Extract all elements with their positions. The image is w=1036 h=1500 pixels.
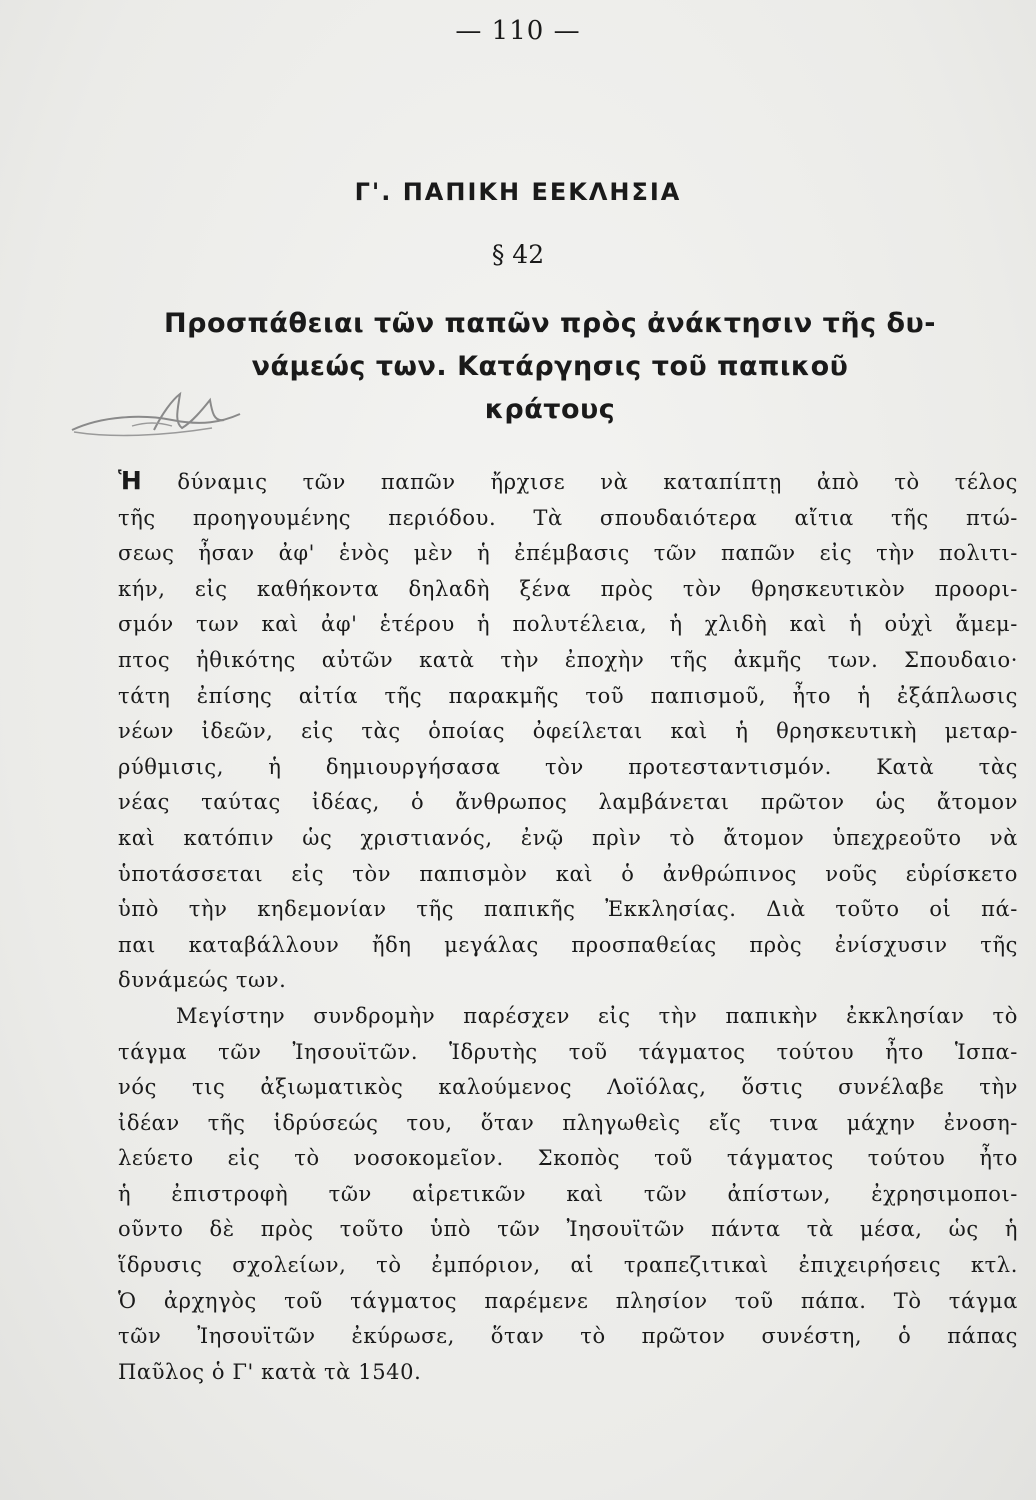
text-line: νέας ταύτας ἰδέας, ὁ ἄνθρωπος λαμβάνεται πρῶτον ὡς ἄτομον [118,790,1018,815]
text-line: δυνάμεώς των. [118,968,287,993]
text-line: παι καταβάλλουν ἤδη μεγάλας προσπαθείας πρὸς ἐνίσχυσιν τῆς [118,932,1018,957]
text-line: τάτη ἐπίσης αἰτία τῆς παρακμῆς τοῦ παπισμοῦ, ἦτο ἡ ἐξάπλωσις [118,683,1018,708]
text-line: τάγμα τῶν Ἰησουϊτῶν. Ἱδρυτὴς τοῦ τάγματος τούτου ἦτο Ἱσπα- [118,1039,1018,1064]
text-line: ρύθμισις, ἡ δημιουργήσασα τὸν προτεσταντισμόν. Κατὰ τὰς [118,754,1018,779]
text-line: κήν, εἰς καθήκοντα δηλαδὴ ξένα πρὸς τὸν θρησκευτικὸν προορι- [118,576,1018,601]
text-line: ἵδρυσις σχολείων, τὸ ἐμπόριον, αἱ τραπεζιτικαὶ ἐπιχειρήσεις κτλ. [118,1253,1018,1278]
text-line: ἡ ἐπιστροφὴ τῶν αἱρετικῶν καὶ τῶν ἀπίστων, ἐχρησιμοποι- [118,1181,1018,1206]
paragraph-number: § 42 [491,240,545,269]
text-line: πτος ἠθικότης αὐτῶν κατὰ τὴν ἐποχὴν τῆς ἀκμῆς των. Σπουδαιο· [118,647,1018,672]
text-line: τῆς προηγουμένης περιόδου. Τὰ σπουδαιότερα αἴτια τῆς πτώ- [118,505,1018,530]
text-line: ὑπὸ τὴν κηδεμονίαν τῆς παπικῆς Ἐκκλησίας. Διὰ τοῦτο οἱ πά- [118,897,1018,922]
section-title: Γ'. ΠΑΠΙΚΗ ΕΕΚΛΗΣΙΑ [354,178,682,206]
text-line: οῦντο δὲ πρὸς τοῦτο ὑπὸ τῶν Ἰησουϊτῶν πάντα τὰ μέσα, ὡς ἡ [118,1217,1018,1242]
text-line: τῶν Ἰησουϊτῶν ἐκύρωσε, ὅταν τὸ πρῶτον συνέστη, ὁ πάπας [118,1324,1018,1349]
heading-line: Προσπάθειαι τῶν παπῶν πρὸς ἀνάκτησιν τῆς δυ- [164,308,936,339]
text-line [118,463,1018,501]
text-line: καὶ κατόπιν ὡς χριστιανός, ἐνῷ πρὶν τὸ ἄτομον ὑπεχρεοῦτο νὰ [118,825,1018,850]
text-line: σεως ἦσαν ἀφ' ἑνὸς μὲν ἡ ἐπέμβασις τῶν παπῶν εἰς τὴν πολιτι- [118,541,1018,566]
text-line: Ὁ ἀρχηγὸς τοῦ τάγματος παρέμενε πλησίον τοῦ πάπα. Τὸ τάγμα [118,1288,1018,1313]
text-line: νός τις ἀξιωματικὸς καλούμενος Λοϊόλας, ὅστις συνέλαβε τὴν [118,1075,1018,1100]
heading-line: νάμεώς των. Κατάργησις τοῦ παπικοῦ [251,351,849,382]
body-text [118,463,1018,1390]
text-line: ὑποτάσσεται εἰς τὸν παπισμὸν καὶ ὁ ἀνθρώπινος νοῦς εὑρίσκετο [118,861,1018,886]
text-line: σμόν των καὶ ἀφ' ἑτέρου ἡ πολυτέλεια, ἡ χλιδὴ καὶ ἡ οὐχὶ ἄμεμ- [118,612,1018,637]
text-line: νέων ἰδεῶν, εἰς τὰς ὁποίας ὀφείλεται καὶ ἡ θρησκευτικὴ μεταρ- [118,719,1018,744]
first-line-text: δύναμις τῶν παπῶν ἤρχισε νὰ καταπίπτῃ ἀπὸ τὸ τέλος [177,470,1018,494]
page-number: — 110 — [455,16,581,46]
drop-cap: Ἡ [118,466,143,495]
text-line: ἰδέαν τῆς ἱδρύσεώς του, ὅταν πληγωθεὶς εἴς τινα μάχην ἐνοση- [118,1110,1018,1135]
text-line: Μεγίστην συνδρομὴν παρέσχεν εἰς τὴν παπικὴν ἐκκλησίαν τὸ [176,1003,1018,1028]
chapter-heading [150,302,950,431]
text-line: Παῦλος ὁ Γ' κατὰ τὰ 1540. [118,1359,422,1384]
heading-line: κράτους [484,394,616,425]
text-line: λεύετο εἰς τὸ νοσοκομεῖον. Σκοπὸς τοῦ τάγματος τούτου ἦτο [118,1146,1018,1171]
handwritten-signature [62,386,252,448]
